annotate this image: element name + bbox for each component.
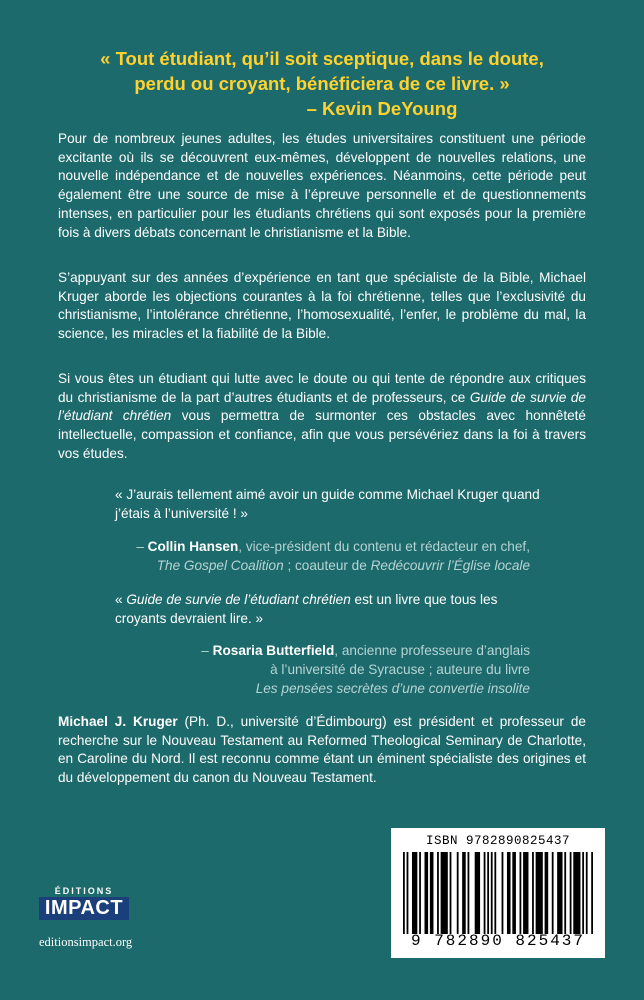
publisher-website: editionsimpact.org: [39, 935, 133, 949]
paragraph-1: Pour de nombreux jeunes adultes, les études universitaires constituent une période excitante où ils se découvrent eux-mêmes, développent de nouvelles relations, une nouvelle indépendance et de nouvelles expériences. Néanmoins, cette période peut également être une source de mise à l’épreuve personnelle et de questionnements intenses, en particulier pour les étudiants chrétiens qui sont exposés pour la première fois à divers débats concernant le christianisme et la Bible.: [58, 131, 586, 240]
barcode-bar: [552, 852, 554, 934]
barcode-bar: [487, 852, 489, 934]
barcode-bar: [462, 852, 466, 934]
paragraph-3-start: Si vous êtes un étudiant qui lutte avec le doute ou qui tente de répondre aux critiques du christianisme de la part d’autres étudiants et de professeurs, ce: [58, 371, 586, 405]
headline-quote: [60, 46, 584, 121]
barcode-bar: [545, 852, 549, 934]
barcode-bar: [573, 852, 580, 934]
author-bio-text: (Ph. D., université d’Édimbourg) est président et professeur de recherche sur le Nouveau Testament au Reformed Theological Seminary de Charlotte, en Caroline du Nord. Il est reconnu comme étant un éminent spécialiste des origines et du développement du canon du Nouveau Testament.: [58, 714, 586, 786]
barcode-bar: [570, 852, 572, 934]
endorsement-attribution-2: [60, 641, 530, 698]
logo-top-text: ÉDITIONS: [54, 886, 114, 896]
barcode-bar: [520, 852, 522, 934]
barcode-bar: [441, 852, 448, 934]
attribution-1-org: The Gospel Coalition: [156, 558, 284, 573]
barcode-bar: [491, 852, 493, 934]
barcode-bar: [403, 852, 405, 934]
headline-author: – Kevin DeYoung: [306, 98, 458, 119]
barcode-bar: [557, 852, 562, 934]
barcode-bar: [494, 852, 496, 934]
isbn-barcode: [391, 828, 605, 958]
barcode-bar: [484, 852, 486, 934]
author-bio-name: Michael J. Kruger: [58, 714, 178, 729]
attribution-2-dash: –: [201, 643, 213, 658]
barcode-bar: [407, 852, 409, 934]
isbn-digits: 9 782890 825437: [410, 932, 586, 950]
paragraph-3-end: vous permettra de surmonter ces obstacles avec honnêteté intellectuelle, compassion et confiance, afin que vous persévériez dans la foi à travers vos études.: [58, 408, 586, 461]
barcode-bar: [507, 852, 511, 934]
paragraph-2: S’appuyant sur des années d’expérience en tant que spécialiste de la Bible, Michael Kruger aborde les objections courantes à la foi chrétienne, telles que l’exclusivité du christianisme, l’intolérance chrétienne, l’homosexualité, l’enfer, le problème du mal, la science, les miracles et la fiabilité de la Bible.: [58, 270, 586, 342]
barcode-bar: [502, 852, 504, 934]
barcode-bar: [564, 852, 566, 934]
headline-line-2: perdu ou croyant, bénéficiera de ce livre. »: [134, 73, 510, 94]
attribution-2-name: Rosaria Butterfield: [212, 643, 335, 658]
quote-2-title: Guide de survie de l’étudiant chrétien: [126, 592, 351, 607]
publisher-logo: [39, 886, 129, 920]
attribution-1-dash: –: [136, 539, 148, 554]
barcode-bar: [532, 852, 534, 934]
logo-main-text: IMPACT: [39, 897, 129, 920]
attribution-1-role: , vice-président du contenu et rédacteur en chef,: [238, 539, 530, 554]
barcode-bar: [412, 852, 417, 934]
isbn-label: ISBN 9782890825437: [425, 834, 571, 848]
quote-2-open: «: [115, 592, 127, 607]
barcode-bar: [437, 852, 439, 934]
attribution-2-role-2: à l’université de Syracuse ; auteure du livre: [270, 662, 530, 677]
attribution-1-sep: ; coauteur de: [283, 558, 371, 573]
barcode-bar: [586, 852, 588, 934]
barcode-bar: [523, 852, 528, 934]
barcode-bar: [512, 852, 516, 934]
endorsement-attribution-1: [60, 537, 530, 575]
barcode-bar: [450, 852, 452, 934]
barcode-bar: [591, 852, 593, 934]
paragraph-3: [58, 370, 586, 464]
author-bio: [58, 713, 586, 788]
barcode-bar: [582, 852, 584, 934]
paragraph-3-book-title: Guide de survie de l’étudiant chrétien: [58, 389, 586, 424]
headline-line-1: « Tout étudiant, qu’il soit sceptique, dans le doute,: [100, 48, 544, 69]
attribution-1-book: Redécouvrir l’Église locale: [370, 558, 530, 573]
attribution-1-name: Collin Hansen: [147, 539, 239, 554]
quote-2-text: est un livre que tous les croyants devraient lire. »: [115, 592, 498, 626]
barcode-bar: [419, 852, 421, 934]
barcode-bar: [425, 852, 429, 934]
attribution-2-role: , ancienne professeure d’anglais: [334, 643, 530, 658]
endorsement-quote-1: « J’aurais tellement aimé avoir un guide comme Michael Kruger quand j’étais à l’université ! »: [115, 487, 540, 521]
barcode-bar: [430, 852, 434, 934]
barcode-bars: [403, 852, 593, 934]
endorsement-quote-2: [115, 590, 545, 628]
barcode-bar: [475, 852, 480, 934]
barcode-bar: [468, 852, 470, 934]
attribution-2-book: Les pensées secrètes d’une convertie insolite: [255, 681, 530, 696]
barcode-bar: [457, 852, 459, 934]
barcode-bar: [536, 852, 543, 934]
